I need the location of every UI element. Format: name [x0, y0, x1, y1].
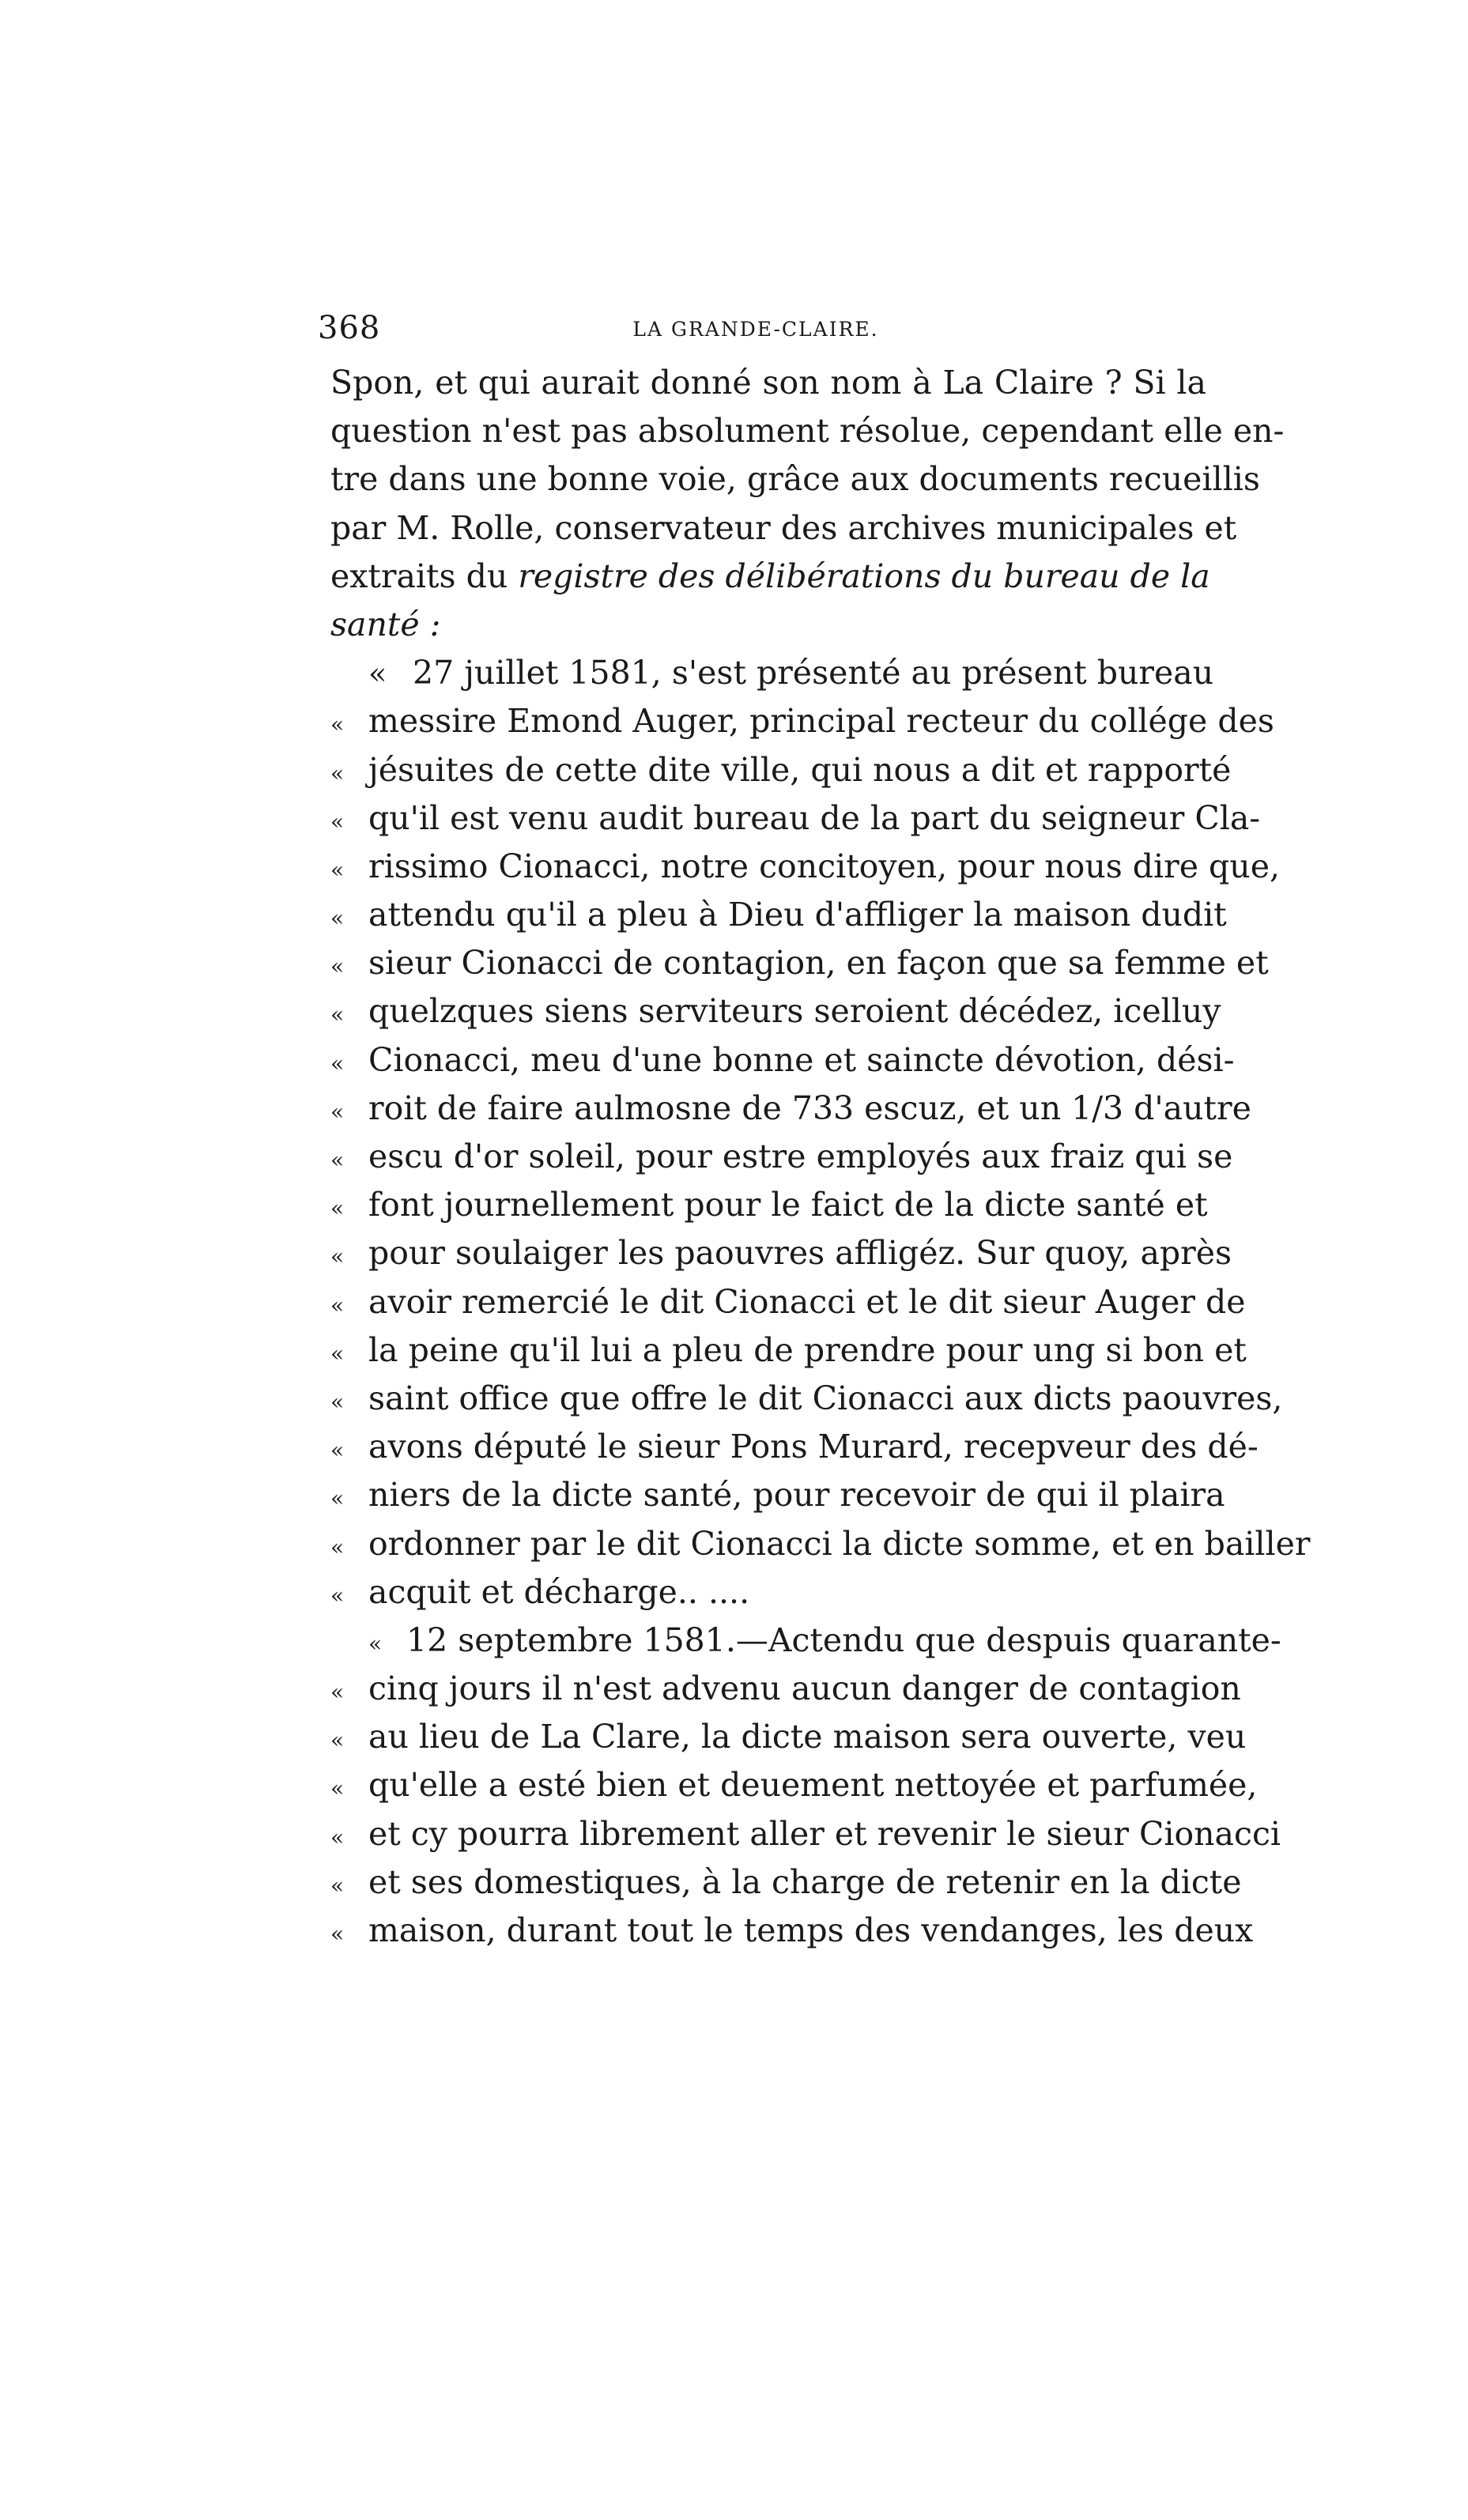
quote-line	[330, 746, 1232, 794]
quote-text: qu'il est venu audit bureau de la part du seigneur Cla-	[368, 798, 1261, 837]
quote-mark: «	[330, 1824, 345, 1850]
quote-text: messire Emond Auger, principal recteur du collége des	[368, 702, 1274, 741]
quote-text: escu d'or soleil, pour estre employés aux fraiz qui se	[368, 1137, 1233, 1175]
quote-line	[330, 649, 1214, 697]
quote-line	[330, 1229, 1232, 1277]
quote-text: avoir remercié le dit Cionacci et le dit sieur Auger de	[368, 1282, 1246, 1321]
quote-mark: «	[330, 1437, 345, 1464]
quote-line	[330, 1278, 1246, 1326]
quote-mark: «	[330, 711, 345, 738]
quote-line	[330, 1375, 1283, 1423]
quote-text: niers de la dicte santé, pour recevoir de qui il plaira	[368, 1476, 1225, 1515]
italic-title: santé :	[330, 605, 441, 643]
quote-text: ordonner par le dit Cionacci la dicte somme, et en bailler	[368, 1524, 1311, 1563]
quote-text: au lieu de La Clare, la dicte maison sera ouverte, veu	[368, 1718, 1247, 1756]
quote-mark: «	[330, 1292, 345, 1318]
quote-line	[330, 891, 1227, 939]
quote-line	[330, 1036, 1235, 1085]
quote-mark: «	[368, 656, 387, 692]
quote-mark: «	[330, 953, 345, 980]
quote-mark: «	[330, 1872, 345, 1899]
quote-text: la peine qu'il lui a pleu de prendre pour ung si bon et	[368, 1330, 1247, 1369]
quote-line	[330, 1181, 1206, 1229]
text-line	[330, 553, 1210, 601]
quote-line	[330, 987, 1221, 1036]
quote-text: avons député le sieur Pons Murard, recepveur des dé-	[368, 1428, 1259, 1466]
quote-mark: «	[330, 1340, 345, 1367]
text-line: question n'est pas absolument résolue, cependant elle en-	[330, 412, 1285, 451]
quote-mark: «	[330, 1050, 345, 1077]
quote-mark: «	[330, 1679, 345, 1706]
quote-mark: «	[330, 1485, 345, 1512]
quote-text: attendu qu'il a pleu à Dieu d'affliger la maison dudit	[368, 896, 1227, 934]
quote-line	[330, 697, 1274, 745]
quote-text: pour soulaiger les paouvres affligéz. Sur quoy, après	[368, 1234, 1232, 1273]
quote-mark: «	[330, 1002, 345, 1028]
quote-text: qu'elle a esté bien et deuement nettoyée et parfumée,	[368, 1766, 1258, 1805]
quote-mark: «	[330, 808, 345, 835]
quote-line	[330, 1761, 1258, 1809]
quote-mark: «	[368, 1630, 383, 1657]
quote-text: et ses domestiques, à la charge de retenir en la dicte	[368, 1862, 1242, 1901]
quote-mark: «	[330, 905, 345, 932]
page-number: 368	[318, 310, 381, 346]
quote-mark: «	[330, 1243, 345, 1270]
quote-line	[330, 939, 1269, 987]
quote-text: cinq jours il n'est advenu aucun danger de contagion	[368, 1669, 1241, 1708]
quote-text: sieur Cionacci de contagion, en façon que sa femme et	[368, 944, 1269, 983]
quote-mark: «	[330, 1388, 345, 1415]
quote-mark: «	[330, 1775, 345, 1802]
quote-text: maison, durant tout le temps des vendanges, les deux	[368, 1911, 1254, 1949]
quote-text: quelzques siens serviteurs seroient décédez, icelluy	[368, 992, 1221, 1031]
quote-line	[330, 1471, 1225, 1519]
quote-line	[330, 794, 1261, 843]
quote-text: roit de faire aulmosne de 733 escuz, et un 1/3 d'autre	[368, 1088, 1251, 1127]
quote-text: 27 juillet 1581, s'est présenté au présent bureau	[413, 654, 1214, 692]
quote-line	[330, 843, 1281, 891]
text-line: tre dans une bonne voie, grâce aux documents recueillis	[330, 460, 1260, 499]
quote-text: font journellement pour le faict de la dicte santé et	[368, 1186, 1208, 1224]
quote-mark: «	[330, 1727, 345, 1754]
quote-text: Cionacci, meu d'une bonne et saincte dévotion, dési-	[368, 1040, 1235, 1079]
text-segment: extraits du	[330, 556, 519, 595]
quote-text: rissimo Cionacci, notre concitoyen, pour nous dire que,	[368, 847, 1281, 885]
body-text	[330, 359, 1311, 1955]
quote-line	[330, 1713, 1247, 1761]
text-line: Spon, et qui aurait donné son nom à La Claire ? Si la	[330, 364, 1206, 402]
quote-text: 12 septembre 1581.—Actendu que despuis quarante-	[406, 1620, 1281, 1659]
quote-line	[330, 1665, 1241, 1713]
quote-line	[330, 1616, 1281, 1665]
text-line	[330, 601, 1206, 649]
quote-line	[330, 1133, 1233, 1181]
running-head	[318, 310, 1194, 349]
quote-mark: «	[330, 1921, 345, 1947]
text-line: par M. Rolle, conservateur des archives municipales et	[330, 508, 1237, 547]
quote-mark: «	[330, 1195, 345, 1222]
quote-text: jésuites de cette dite ville, qui nous a dit et rapporté	[368, 750, 1232, 789]
quote-line	[330, 1423, 1259, 1471]
quote-line	[330, 1568, 1206, 1616]
quote-line	[330, 1907, 1254, 1955]
quote-line	[330, 1810, 1281, 1858]
quote-mark: «	[330, 1582, 345, 1609]
quote-mark: «	[330, 1534, 345, 1560]
quote-mark: «	[330, 1098, 345, 1125]
quote-text: acquit et décharge.. ....	[368, 1572, 750, 1611]
quote-mark: «	[330, 856, 345, 883]
quote-text: et cy pourra librement aller et revenir le sieur Cionacci	[368, 1814, 1281, 1853]
quote-line	[330, 1326, 1247, 1375]
running-title: LA GRANDE-CLAIRE.	[632, 318, 879, 341]
italic-title: registre des délibérations du bureau de la	[518, 556, 1210, 595]
quote-mark: «	[330, 760, 345, 787]
quote-mark: «	[330, 1147, 345, 1173]
quote-line	[330, 1858, 1242, 1907]
quote-line	[330, 1085, 1251, 1133]
quote-line	[330, 1520, 1311, 1568]
quote-text: saint office que offre le dit Cionacci aux dicts paouvres,	[368, 1379, 1283, 1417]
